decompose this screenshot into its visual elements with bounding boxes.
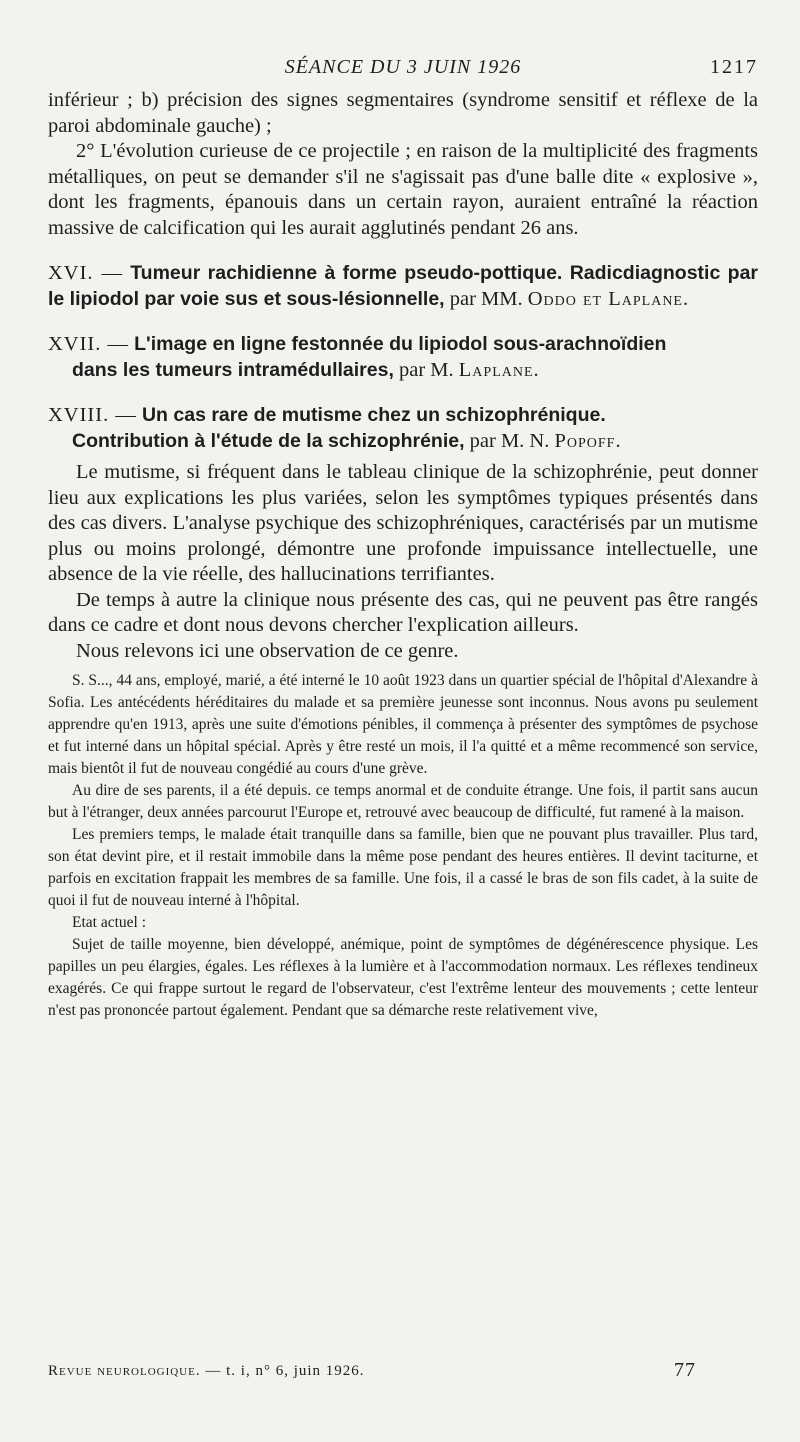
article-paragraph-3: Nous relevons ici une observation de ce genre. bbox=[76, 639, 459, 662]
observation-paragraph-2: Au dire de ses parents, il a été depuis. ce temps anormal et de conduite étrange. Une fois, il partit sans aucun but à l'étranger, deux années parcourut l'Europe et, retrouvé avec beaucoup de difficulté, fut ramené à la maison. bbox=[48, 782, 758, 821]
running-header bbox=[48, 56, 758, 88]
section-number: XVI. — bbox=[48, 262, 124, 284]
observation-subheading: Etat actuel : bbox=[72, 914, 147, 931]
section-authors: Laplane. bbox=[458, 358, 540, 381]
section-number: XVIII. — bbox=[48, 404, 137, 426]
authors-prefix: par M. bbox=[399, 358, 454, 381]
article-paragraph-1: Le mutisme, si fréquent dans le tableau clinique de la schizophrénie, peut donner lieu aux explications les plus variées, selon les symptômes typiques présentés dans des cas divers. L'analyse psychique des schizophréniques, caractérisés par un mutisme plus ou moins prolongé, démontre une profonde impuissance intellectuelle, une absence de la vie réelle, des hallucinations terrifiantes. bbox=[48, 461, 758, 585]
section-title-line-1: Un cas rare de mutisme chez un schizophrénique. bbox=[141, 404, 606, 426]
journal-issue: — t. i, n° 6, juin 1926. bbox=[205, 1363, 365, 1379]
page-number: 1217 bbox=[710, 56, 758, 78]
authors-prefix: par M. N. bbox=[469, 429, 550, 452]
section-title-line-2-wrap bbox=[48, 358, 758, 384]
section-heading-xvii bbox=[48, 332, 758, 383]
section-heading-xviii bbox=[48, 403, 758, 454]
section-title-line-2: dans les tumeurs intramédullaires, bbox=[72, 358, 394, 381]
section-title-line-2: Contribution à l'étude de la schizophrénie, bbox=[72, 429, 465, 452]
observation-paragraph-3: Les premiers temps, le malade était tranquille dans sa famille, bien que ne pouvant plus travailler. Plus tard, son état devint pire, et il restait immobile dans la même pose pendant des heures entières. Il devint taciturne, et parfois en excitation frappait les membres de sa famille. Une fois, il a cassé le bras de son fils cadet, à la suite de quoi il fut de nouveau interné à l'hôpital. bbox=[48, 826, 758, 909]
authors-prefix: par MM. bbox=[449, 287, 523, 310]
observation-paragraph-5: Sujet de taille moyenne, bien développé, anémique, point de symptômes de dégénérescence physique. Les papilles un peu élargies, égales. Les réflexes à la lumière et à l'accommodation normaux. Les réflexes tendineux exagérés. Ce qui frappe surtout le regard de l'observateur, c'est l'extrême lenteur des mouvements ; cette lenteur n'est pas prononcée partout également. Pendant que sa démarche reste relativement vive, bbox=[48, 936, 758, 1019]
signature-number: 77 bbox=[674, 1359, 696, 1381]
section-number: XVII. — bbox=[48, 333, 130, 355]
running-title: SÉANCE DU 3 JUIN 1926 bbox=[284, 56, 522, 78]
observation-paragraph-1: S. S..., 44 ans, employé, marié, a été interné le 10 août 1923 dans un quartier spécial de l'hôpital d'Alexandre à Sofia. Les antécédents héréditaires du malade et sa première jeunesse sont inconnus. Nous avons pu seulement apprendre qu'en 1913, après une suite d'émotions pénibles, il commença à présenter des symptômes de psychose et fut interné dans un hôpital spécial. Après y être resté un mois, il l'a quitté et a même recommencé son service, mais bientôt il fut de nouveau congédié au cours d'une grève. bbox=[48, 672, 758, 777]
observation-block bbox=[48, 670, 758, 1022]
page-footer bbox=[48, 1359, 758, 1381]
intro-paragraph-1: inférieur ; b) précision des signes segmentaires (syndrome sensitif et réflexe de la paroi abdominale gauche) ; bbox=[48, 89, 758, 137]
article-paragraph-2: De temps à autre la clinique nous présente des cas, qui ne peuvent pas être rangés dans ce cadre et dont nous devons chercher l'explication ailleurs. bbox=[48, 588, 758, 636]
section-heading-xvi bbox=[48, 261, 758, 312]
journal-name: Revue neurologique. bbox=[48, 1363, 201, 1379]
section-authors: Popoff. bbox=[554, 429, 622, 452]
intro-paragraph-2: 2° L'évolution curieuse de ce projectile ; en raison de la multiplicité des fragments métalliques, on peut se demander s'il ne s'agissait pas d'une balle dite « explosive », dont les fragments, épanouis dans un certain rayon, auraient entraîné la réaction massive de calcification qui les aurait agglutinés pendant 26 ans. bbox=[48, 140, 758, 239]
section-title: Tumeur rachidienne à forme pseudo-pottique. Radicdiagnostic par le lipiodol par voie sus et sous-lésionnelle, bbox=[48, 262, 759, 310]
page bbox=[48, 56, 758, 1022]
section-authors: Oddo et Laplane. bbox=[527, 287, 690, 310]
section-title-line-1: L'image en ligne festonnée du lipiodol sous-arachnoïdien bbox=[134, 333, 667, 355]
section-title-line-2-wrap bbox=[48, 429, 758, 455]
